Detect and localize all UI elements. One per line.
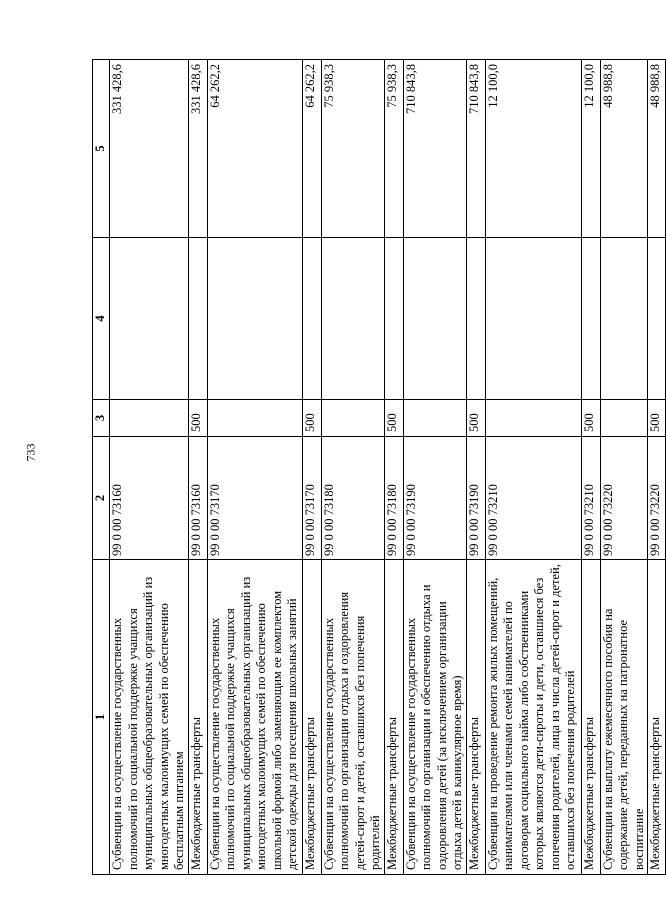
row-code: 99 0 00 73160 — [110, 437, 189, 560]
row-col4 — [581, 238, 600, 400]
table-row — [648, 60, 666, 875]
table-row — [485, 60, 581, 875]
row-code: 99 0 00 73160 — [188, 437, 207, 560]
row-name: Субвенции на осуществление государственных полномочий по организации и обеспечению отдыха и оздоровления детей (за исключением организации отдыха детей в каникулярное время) — [403, 560, 466, 875]
header-col-4: 4 — [93, 238, 110, 400]
row-sum: 710 843,8 — [466, 60, 485, 238]
row-code: 99 0 00 73180 — [384, 437, 403, 560]
row-col4 — [207, 238, 302, 400]
row-type — [207, 400, 302, 437]
header-col-3: 3 — [93, 400, 110, 437]
row-name: Субвенции на осуществление государственных полномочий по социальной поддержке учащихся муниципальных общеобразовательных организаций из многодетных малоимущих семей по обеспечению школьной формой либо заменяющим ее комплектом детской одежды для посещения школьных занятий — [207, 560, 302, 875]
row-name: Межбюджетные трансферты — [466, 560, 485, 875]
row-type: 500 — [302, 400, 321, 437]
row-sum: 710 843,8 — [403, 60, 466, 238]
row-col4 — [648, 238, 666, 400]
row-col4 — [188, 238, 207, 400]
row-code: 99 0 00 73210 — [485, 437, 581, 560]
table-row — [302, 60, 321, 875]
row-type — [321, 400, 384, 437]
row-name: Субвенции на осуществление государственных полномочий по организации отдыха и оздоровления детей-сирот и детей, оставшихся без попечения родителей — [321, 560, 384, 875]
row-name: Межбюджетные трансферты — [581, 560, 600, 875]
table-row — [466, 60, 485, 875]
row-code: 99 0 00 73190 — [466, 437, 485, 560]
row-col4 — [110, 238, 189, 400]
row-name: Межбюджетные трансферты — [188, 560, 207, 875]
row-code: 99 0 00 73220 — [600, 437, 648, 560]
row-col4 — [384, 238, 403, 400]
row-sum: 12 100,0 — [581, 60, 600, 238]
row-sum: 48 988,8 — [648, 60, 666, 238]
row-type — [600, 400, 648, 437]
row-col4 — [302, 238, 321, 400]
row-type: 500 — [648, 400, 666, 437]
row-name: Межбюджетные трансферты — [648, 560, 666, 875]
row-name: Субвенции на выплату ежемесячного пособия на содержание детей, переданных на патронатное воспитание — [600, 560, 648, 875]
table-row — [403, 60, 466, 875]
budget-table — [92, 59, 666, 875]
row-col4 — [466, 238, 485, 400]
row-name: Межбюджетные трансферты — [302, 560, 321, 875]
table-header-row — [93, 60, 110, 875]
header-col-1: 1 — [93, 560, 110, 875]
table-row — [110, 60, 189, 875]
row-sum: 12 100,0 — [485, 60, 581, 238]
row-sum: 48 988,8 — [600, 60, 648, 238]
row-name: Субвенции на проведение ремонта жилых помещений, нанимателями или членами семей нанимателей по договорам социального найма либо собственниками которых являются дети-сироты и дети, оставшиеся без попечения родителей, лица из числа детей-сирот и детей, оставшихся без попечения родителей — [485, 560, 581, 875]
row-code: 99 0 00 73180 — [321, 437, 384, 560]
row-code: 99 0 00 73220 — [648, 437, 666, 560]
row-type: 500 — [188, 400, 207, 437]
row-sum: 75 938,3 — [384, 60, 403, 238]
table-row — [384, 60, 403, 875]
row-col4 — [600, 238, 648, 400]
table-row — [188, 60, 207, 875]
row-code: 99 0 00 73190 — [403, 437, 466, 560]
row-name: Субвенции на осуществление государственных полномочий по социальной поддержке учащихся муниципальных общеобразовательных организаций из многодетных малоимущих семей по обеспечению бесплатным питанием — [110, 560, 189, 875]
row-col4 — [321, 238, 384, 400]
row-code: 99 0 00 73210 — [581, 437, 600, 560]
row-sum: 331 428,6 — [110, 60, 189, 238]
row-code: 99 0 00 73170 — [207, 437, 302, 560]
row-sum: 75 938,3 — [321, 60, 384, 238]
row-type: 500 — [466, 400, 485, 437]
rotated-table-container — [92, 60, 662, 875]
row-code: 99 0 00 73170 — [302, 437, 321, 560]
row-sum: 64 262,2 — [207, 60, 302, 238]
row-sum: 331 428,6 — [188, 60, 207, 238]
row-type — [485, 400, 581, 437]
row-col4 — [403, 238, 466, 400]
header-col-5: 5 — [93, 60, 110, 238]
page-number: 733 — [23, 443, 38, 462]
header-col-2: 2 — [93, 437, 110, 560]
row-sum: 64 262,2 — [302, 60, 321, 238]
row-type — [403, 400, 466, 437]
row-type: 500 — [581, 400, 600, 437]
row-name: Межбюджетные трансферты — [384, 560, 403, 875]
row-type — [110, 400, 189, 437]
table-row — [321, 60, 384, 875]
table-row — [207, 60, 302, 875]
row-type: 500 — [384, 400, 403, 437]
table-row — [581, 60, 600, 875]
row-col4 — [485, 238, 581, 400]
table-row — [600, 60, 648, 875]
